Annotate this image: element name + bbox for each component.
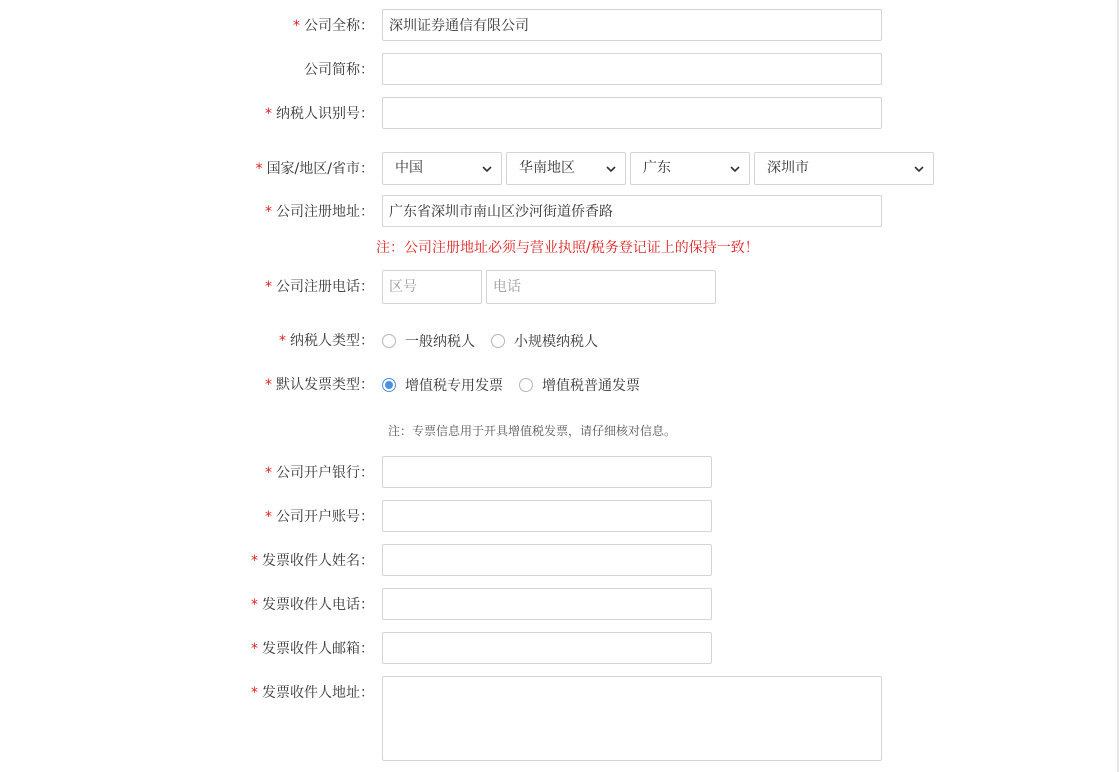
company-short-name-label: 公司简称：	[304, 62, 374, 78]
invoice-type-normal-option[interactable]	[519, 375, 640, 395]
phone-input[interactable]	[486, 270, 716, 304]
required-mark: *	[265, 377, 272, 393]
required-mark: *	[265, 204, 272, 220]
reg-phone-label	[200, 270, 374, 304]
row-invoice-type	[0, 368, 1100, 402]
taxpayer-type-small-text: 小规模纳税人	[514, 334, 598, 350]
reg-address-input[interactable]	[382, 195, 882, 227]
invoice-type-label	[200, 368, 374, 402]
taxpayer-id-input[interactable]	[382, 97, 882, 129]
invoice-type-radio-group	[382, 368, 656, 402]
taxpayer-id-label	[200, 97, 374, 131]
row-reg-address	[0, 195, 1100, 229]
company-short-name-input[interactable]	[382, 53, 882, 85]
recipient-phone-input[interactable]	[382, 588, 712, 620]
province-select[interactable]	[630, 152, 750, 185]
row-company-short-name	[0, 53, 1100, 87]
reg-address-label-text: 公司注册地址：	[276, 204, 374, 220]
chevron-down-icon	[481, 163, 493, 175]
recipient-address-textarea[interactable]	[382, 676, 882, 761]
taxpayer-type-small-option[interactable]	[491, 331, 598, 351]
required-mark: *	[279, 333, 286, 349]
radio-unchecked-icon[interactable]	[382, 334, 396, 348]
recipient-address-label	[200, 676, 374, 710]
area-code-input[interactable]	[382, 270, 482, 304]
reg-address-note: 注：公司注册地址必须与营业执照/税务登记证上的保持一致！	[376, 240, 759, 256]
taxpayer-id-label-text: 纳税人识别号：	[276, 106, 374, 122]
required-mark: *	[265, 465, 272, 481]
bank-label	[200, 456, 374, 490]
company-full-name-label	[200, 9, 374, 43]
invoice-type-note: 注：专票信息用于开具增值税发票，请仔细核对信息。	[388, 424, 677, 438]
city-select-value: 深圳市	[767, 160, 809, 176]
required-mark: *	[265, 106, 272, 122]
recipient-phone-label	[200, 588, 374, 622]
radio-unchecked-icon[interactable]	[491, 334, 505, 348]
taxpayer-type-general-option[interactable]	[382, 331, 475, 351]
row-recipient-address	[0, 676, 1100, 762]
invoice-type-special-option[interactable]	[382, 375, 503, 395]
required-mark: *	[265, 279, 272, 295]
required-mark: *	[251, 641, 258, 657]
recipient-phone-label-text: 发票收件人电话：	[262, 597, 374, 613]
chevron-down-icon	[729, 163, 741, 175]
row-bank	[0, 456, 1100, 490]
row-recipient-name	[0, 544, 1100, 578]
country-select-value: 中国	[395, 160, 423, 176]
row-taxpayer-type	[0, 324, 1100, 358]
recipient-name-input[interactable]	[382, 544, 712, 576]
invoice-type-special-text: 增值税专用发票	[405, 378, 503, 394]
taxpayer-type-label-text: 纳税人类型：	[290, 333, 374, 349]
taxpayer-type-general-text: 一般纳税人	[405, 334, 475, 350]
invoice-type-normal-text: 增值税普通发票	[542, 378, 640, 394]
row-taxpayer-id	[0, 97, 1100, 131]
taxpayer-type-radio-group	[382, 324, 614, 358]
bank-account-input[interactable]	[382, 500, 712, 532]
country-select[interactable]	[382, 152, 502, 185]
recipient-email-input[interactable]	[382, 632, 712, 664]
required-mark: *	[251, 597, 258, 613]
recipient-email-label	[200, 632, 374, 666]
recipient-address-label-text: 发票收件人地址：	[262, 685, 374, 701]
company-full-name-input[interactable]	[382, 9, 882, 41]
province-select-value: 广东	[643, 160, 671, 176]
reg-phone-label-text: 公司注册电话：	[276, 279, 374, 295]
region-label	[200, 152, 374, 186]
region-label-text: 国家/地区/省市：	[266, 161, 374, 177]
row-recipient-phone	[0, 588, 1100, 622]
row-reg-phone	[0, 270, 1100, 304]
radio-checked-icon[interactable]	[382, 378, 396, 392]
recipient-name-label	[200, 544, 374, 578]
chevron-down-icon	[913, 163, 925, 175]
area-select-value: 华南地区	[519, 160, 575, 176]
bank-label-text: 公司开户银行：	[276, 465, 374, 481]
company-full-name-label-text: 公司全称：	[304, 18, 374, 34]
bank-account-label	[200, 500, 374, 534]
reg-address-label	[200, 195, 374, 229]
row-bank-account	[0, 500, 1100, 534]
recipient-email-label-text: 发票收件人邮箱：	[262, 641, 374, 657]
bank-account-label-text: 公司开户账号：	[276, 509, 374, 525]
required-mark: *	[265, 509, 272, 525]
recipient-name-label-text: 发票收件人姓名：	[262, 553, 374, 569]
taxpayer-type-label	[200, 324, 374, 358]
required-mark: *	[251, 685, 258, 701]
row-recipient-email	[0, 632, 1100, 666]
city-select[interactable]	[754, 152, 934, 185]
invoice-type-label-text: 默认发票类型：	[276, 377, 374, 393]
required-mark: *	[251, 553, 258, 569]
row-region	[0, 152, 1100, 186]
chevron-down-icon	[605, 163, 617, 175]
required-mark: *	[293, 18, 300, 34]
required-mark: *	[255, 161, 263, 177]
radio-unchecked-icon[interactable]	[519, 378, 533, 392]
bank-input[interactable]	[382, 456, 712, 488]
row-company-full-name	[0, 9, 1100, 43]
area-select[interactable]	[506, 152, 626, 185]
